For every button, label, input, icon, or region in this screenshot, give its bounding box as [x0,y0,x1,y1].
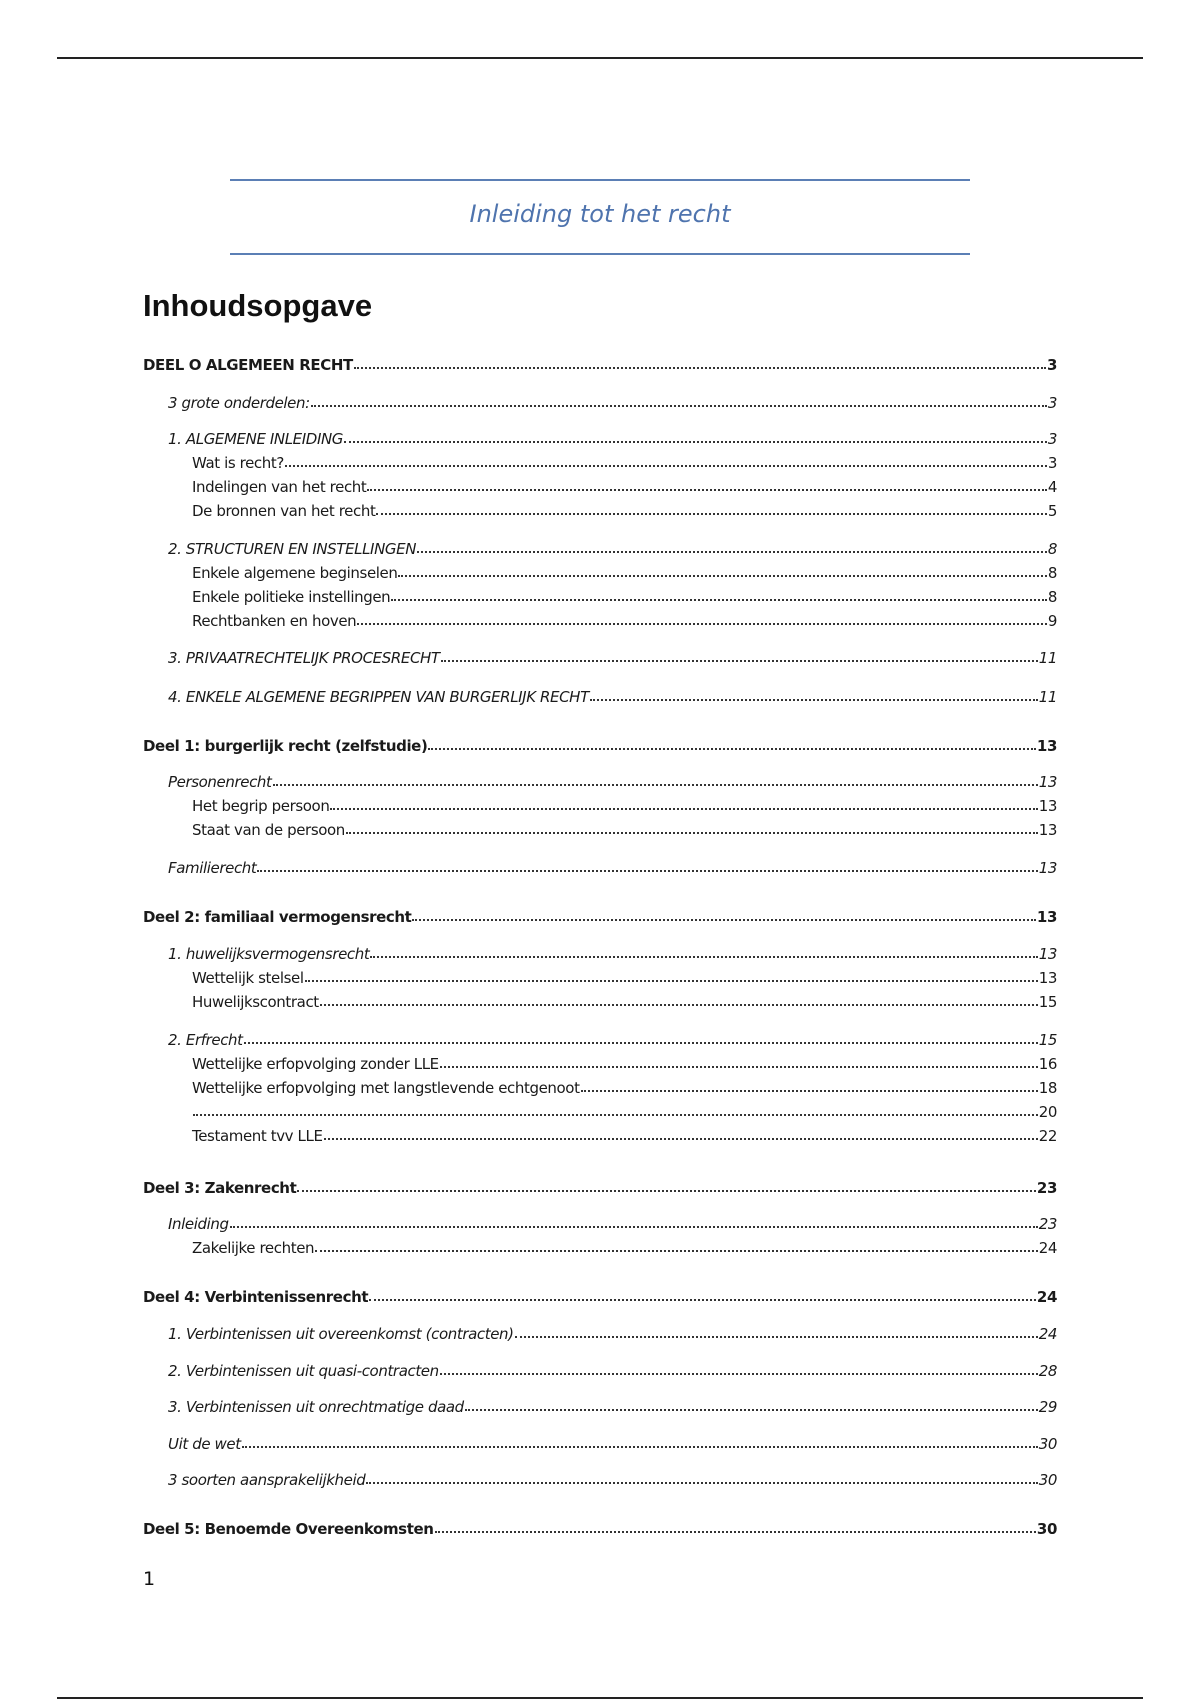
toc-leader-dots [230,1211,1038,1228]
toc-entry[interactable] [168,1212,1057,1234]
toc-entry[interactable] [192,609,1057,631]
toc-entry[interactable] [168,391,1057,413]
toc-entry-page: 8 [1047,564,1057,582]
toc-entry-page: 13 [1036,737,1057,755]
toc-entry[interactable] [168,1395,1057,1417]
toc-leader-dots [257,855,1037,872]
page-bottom-rule [57,1697,1143,1699]
toc-entry[interactable] [168,1468,1057,1490]
toc-entry[interactable] [192,1052,1057,1074]
toc-leader-dots [330,793,1037,810]
toc-entry-page: 16 [1038,1055,1057,1073]
toc-entry-page: 15 [1038,1031,1057,1049]
toc-entry-label: Wettelijk stelsel [192,969,304,987]
toc-leader-dots [354,352,1046,369]
toc-entry-page: 23 [1036,1179,1057,1197]
toc-entry-page: 24 [1038,1325,1057,1343]
toc-entry-page: 13 [1038,797,1057,815]
toc-entry-page: 28 [1038,1362,1057,1380]
toc-entry-page: 13 [1038,969,1057,987]
toc-entry-page: 22 [1038,1127,1057,1145]
toc-leader-dots [273,769,1038,786]
toc-leader-dots [320,989,1038,1006]
toc-entry[interactable] [192,794,1057,816]
toc-entry[interactable] [168,1359,1057,1381]
toc-entry-label: Deel 5: Benoemde Overeenkomsten [143,1520,434,1538]
toc-leader-dots [367,474,1046,491]
toc-entry-label: Uit de wet [168,1435,241,1453]
toc-entry-page: 15 [1038,993,1057,1011]
toc-entry-label: 4. ENKELE ALGEMENE BEGRIPPEN VAN BURGERLIJK RECHT [168,688,589,706]
toc-entry-page: 24 [1038,1239,1057,1257]
toc-leader-dots [412,904,1035,921]
toc-leader-dots [344,426,1047,443]
toc-entry-label: 2. STRUCTUREN EN INSTELLINGEN [168,540,417,558]
toc-entry[interactable] [168,685,1057,707]
toc-entry[interactable] [192,818,1057,840]
page-number: 1 [143,1568,156,1590]
toc-entry-page: 23 [1038,1215,1057,1233]
toc-entry[interactable] [143,1517,1057,1539]
toc-entry-label: Staat van de persoon [192,821,345,839]
toc-leader-dots [315,1235,1038,1252]
toc-leader-dots [366,1467,1037,1484]
toc-leader-dots [297,1175,1036,1192]
toc-leader-dots [370,941,1037,958]
toc-entry[interactable] [192,1076,1057,1098]
toc-entry-label: Huwelijkscontract [192,993,319,1011]
toc-leader-dots [440,1051,1038,1068]
toc-entry[interactable] [192,475,1057,497]
document-title: Inleiding tot het recht [469,200,731,228]
toc-entry[interactable] [192,990,1057,1012]
toc-leader-dots [305,965,1038,982]
toc-entry-page: 30 [1038,1435,1057,1453]
toc-entry-label: Wettelijke erfopvolging met langstlevende echtgenoot [192,1079,580,1097]
toc-entry-page: 11 [1038,688,1057,706]
toc-entry-label: DEEL O ALGEMEEN RECHT [143,356,353,374]
toc-entry-label: 1. Verbintenissen uit overeenkomst (contracten) [168,1325,514,1343]
toc-entry-label: Inleiding [168,1215,229,1233]
toc-leader-dots [465,1394,1038,1411]
toc-entry-label: Wettelijke erfopvolging zonder LLE [192,1055,439,1073]
toc-leader-dots [357,608,1047,625]
toc-entry-label: 1. huwelijksvermogensrecht [168,945,370,963]
toc-leader-dots [324,1123,1038,1140]
toc-entry-label: Familierecht [168,859,257,877]
toc-entry-label: Deel 3: Zakenrecht [143,1179,297,1197]
toc-entry-label: 3. Verbintenissen uit onrechtmatige daad [168,1398,464,1416]
toc-entry-page: 11 [1038,649,1057,667]
toc-entry[interactable] [192,585,1057,607]
toc-entry-page: 13 [1038,945,1057,963]
toc-entry-page: 8 [1047,588,1057,606]
toc-entry[interactable] [192,1100,1057,1122]
toc-entry-label: 3 soorten aansprakelijkheid [168,1471,366,1489]
toc-leader-dots [346,817,1038,834]
toc-leader-dots [428,733,1036,750]
toc-leader-dots [441,645,1038,662]
toc-leader-dots [193,1099,1038,1116]
toc-entry[interactable] [192,1236,1057,1258]
toc-entry-label: Deel 4: Verbintenissenrecht [143,1288,369,1306]
toc-entry[interactable] [168,537,1057,559]
toc-entry-label: 2. Erfrecht [168,1031,243,1049]
toc-entry-label: De bronnen van het recht [192,502,376,520]
toc-entry-label: 2. Verbintenissen uit quasi-contracten [168,1362,439,1380]
toc-entry-label: Het begrip persoon [192,797,330,815]
toc-entry-label: Indelingen van het recht [192,478,367,496]
toc-entry[interactable] [192,561,1057,583]
toc-entry[interactable] [168,770,1057,792]
toc-entry-page: 3 [1047,394,1057,412]
toc-leader-dots [311,390,1047,407]
toc-entry-page: 24 [1036,1288,1057,1306]
toc-entry[interactable] [168,1432,1057,1454]
toc-entry-label: Enkele algemene beginselen [192,564,398,582]
toc-entry[interactable] [143,353,1057,375]
toc-entry[interactable] [143,1285,1057,1307]
toc-entry-label: Wat is recht? [192,454,284,472]
toc-entry[interactable] [168,856,1057,878]
toc-entry-page: 30 [1038,1471,1057,1489]
toc-leader-dots [391,584,1047,601]
toc-leader-dots [398,560,1046,577]
toc-leader-dots [244,1027,1038,1044]
toc-entry-label: Deel 2: familiaal vermogensrecht [143,908,412,926]
toc-entry-page: 3 [1047,430,1057,448]
toc-leader-dots [369,1284,1036,1301]
toc-entry-page: 13 [1038,821,1057,839]
toc-entry-page: 3 [1047,454,1057,472]
toc-entry[interactable] [168,1322,1057,1344]
toc-entry-page: 18 [1038,1079,1057,1097]
toc-entry[interactable] [192,499,1057,521]
toc-entry-label: Personenrecht [168,773,272,791]
toc-entry-label: Rechtbanken en hoven [192,612,357,630]
toc-entry-page: 9 [1047,612,1057,630]
toc-entry[interactable] [143,1176,1057,1198]
toc-leader-dots [515,1321,1038,1338]
toc-entry-page: 5 [1047,502,1057,520]
toc-entry[interactable] [168,942,1057,964]
toc-entry[interactable] [192,1124,1057,1146]
toc-entry-page: 20 [1038,1103,1057,1121]
toc-entry-label: Enkele politieke instellingen [192,588,391,606]
toc-entry-page: 29 [1038,1398,1057,1416]
toc-entry[interactable] [143,905,1057,927]
toc-entry-label: 3 grote onderdelen: [168,394,310,412]
toc-leader-dots [440,1358,1038,1375]
toc-entry[interactable] [168,427,1057,449]
toc-entry-page: 30 [1036,1520,1057,1538]
toc-entry-label: Deel 1: burgerlijk recht (zelfstudie) [143,737,428,755]
toc-entry-page: 13 [1038,773,1057,791]
toc-entry-label: Zakelijke rechten [192,1239,315,1257]
toc-entry-label: 1. ALGEMENE INLEIDING [168,430,344,448]
toc-entry-page: 13 [1038,859,1057,877]
toc-leader-dots [435,1516,1036,1533]
toc-leader-dots [590,684,1038,701]
toc-leader-dots [417,536,1047,553]
toc-leader-dots [285,450,1047,467]
toc-entry[interactable] [143,734,1057,756]
toc-entry[interactable] [168,646,1057,668]
toc-entry-page: 8 [1047,540,1057,558]
toc-entry[interactable] [192,451,1057,473]
toc-entry[interactable] [168,1028,1057,1050]
toc-entry-label: 3. PRIVAATRECHTELIJK PROCESRECHT [168,649,440,667]
toc-entry-page: 3 [1046,356,1057,374]
toc-entry[interactable] [192,966,1057,988]
toc-entry-page: 4 [1047,478,1057,496]
toc-entry-label: Testament tvv LLE [192,1127,323,1145]
toc-leader-dots [376,498,1046,515]
toc-leader-dots [581,1075,1038,1092]
toc-leader-dots [242,1431,1038,1448]
toc-entry-page: 13 [1036,908,1057,926]
toc-heading: Inhoudsopgave [143,288,373,323]
